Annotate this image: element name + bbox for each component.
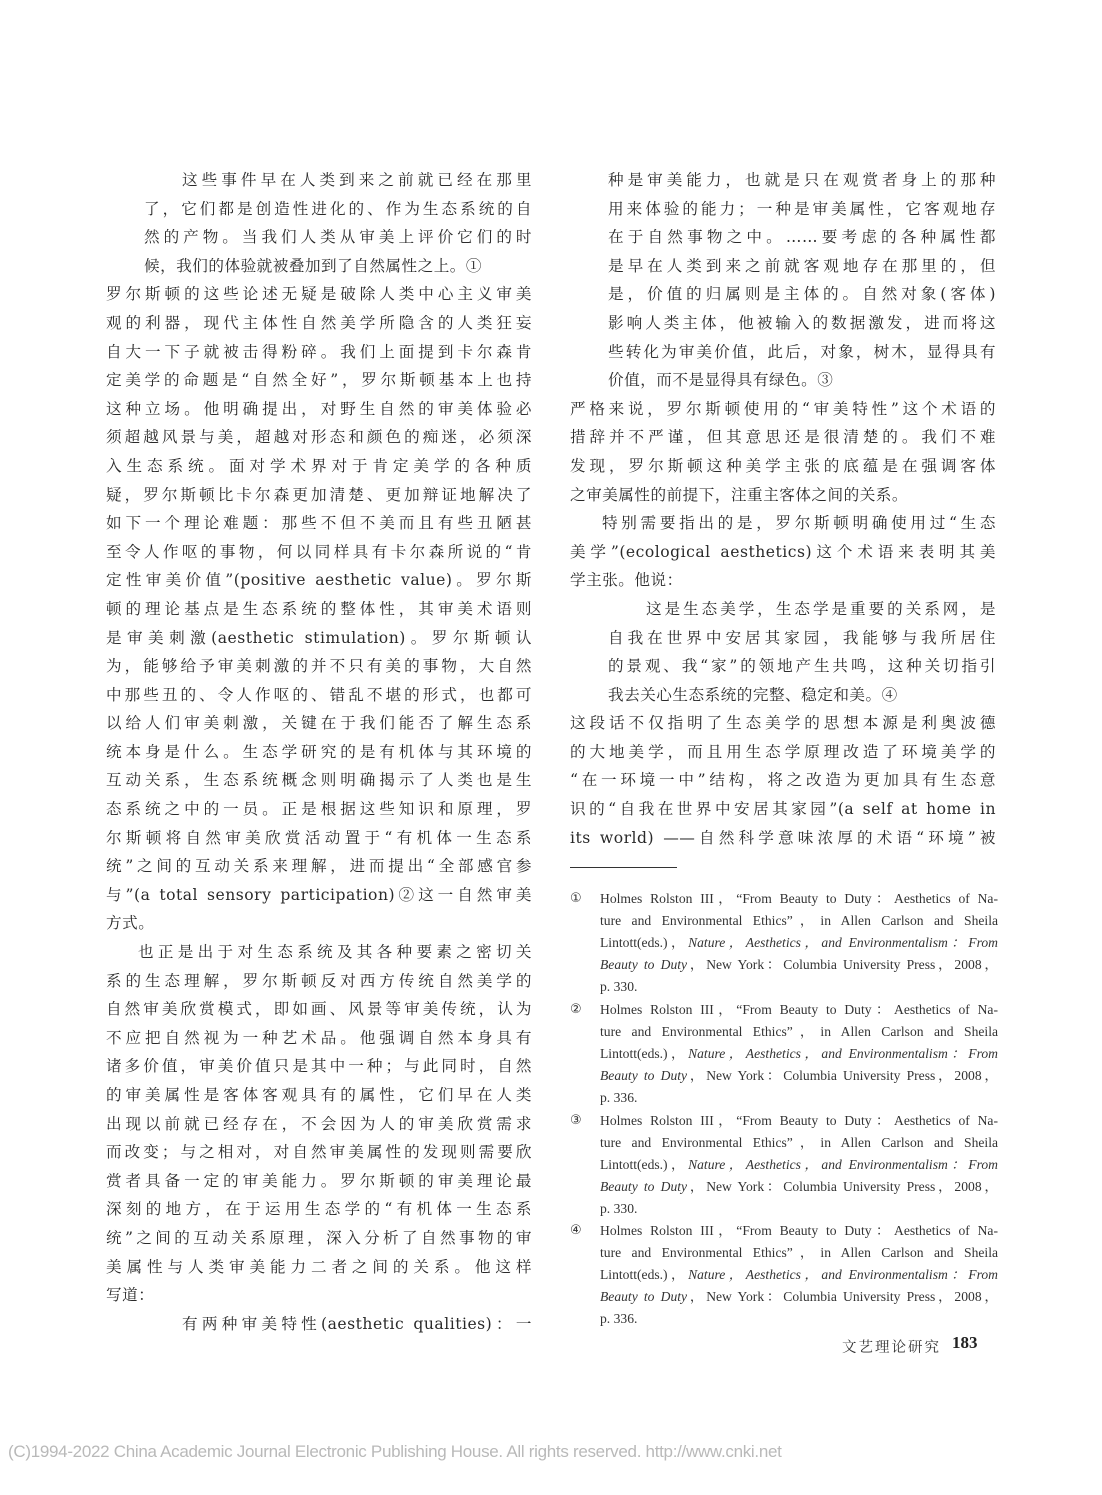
footnote-line: p. 336. <box>600 1311 638 1326</box>
text-line: 价值，而不是显得具有绿色。③ <box>608 371 834 390</box>
footnote-editors: Lintott(eds.)， <box>600 935 689 950</box>
footnote-line: Holmes Rolston III，“From Beauty to Duty：Aesthetics of Na- <box>600 891 998 906</box>
text-line: 方式。 <box>106 914 155 933</box>
text-line: 这些事件早在人类到来之前就已经在那里 <box>182 171 532 189</box>
text-line: 美属性与人类审美能力二者之间的关系。他这样 <box>106 1257 532 1276</box>
text-line: 统”之间的互动关系来理解，进而提出“全部感官参 <box>106 857 532 876</box>
text-line: 是审美刺激(aesthetic stimulation)。罗尔斯顿认 <box>106 628 532 647</box>
footnote-line: Holmes Rolston III，“From Beauty to Duty：Aesthetics of Na- <box>600 1113 998 1128</box>
block-quote-1 <box>106 166 532 280</box>
text-line: 学主张。他说： <box>570 571 683 590</box>
text-line: 特别需要指出的是，罗尔斯顿明确使用过“生态 <box>602 514 996 533</box>
paragraph <box>570 395 996 509</box>
text-line: 定美学的命题是“自然全好”，罗尔斯顿基本上也持 <box>106 371 532 390</box>
text-line: 以给人们审美刺激，关键在于我们能否了解生态系 <box>106 714 532 733</box>
footnote-line: p. 330. <box>600 1201 638 1216</box>
text-line: 系的生态理解，罗尔斯顿反对西方传统自然美学的 <box>106 971 532 990</box>
footnote-line: ture and Environmental Ethics”，in Allen Carlson and Sheila <box>600 1024 998 1039</box>
text-line: 自然审美欣赏模式，即如画、风景等审美传统，认为 <box>106 1000 532 1019</box>
paragraph <box>570 509 996 595</box>
text-line: 然的产物。当我们人类从审美上评价它们的时 <box>144 228 532 247</box>
footnote-book-title: Beauty to Duty <box>600 1068 688 1083</box>
footnote-book-title: Beauty to Duty <box>600 957 688 972</box>
text-line: 统本身是什么。生态学研究的是有机体与其环境的 <box>106 742 532 761</box>
text-line: 统”之间的互动关系原理，深入分析了自然事物的审 <box>106 1228 532 1247</box>
footnote-book-title: Nature，Aesthetics，and Environmentalism：From <box>688 1267 998 1282</box>
text-line: 不应把自然视为一种艺术品。他强调自然本身具有 <box>106 1028 532 1047</box>
footnote-divider <box>570 867 677 868</box>
text-line: 的景观、我“家”的领地产生共鸣，这种关切指引 <box>608 657 996 676</box>
page-number: 183 <box>952 1333 978 1352</box>
text-line: its world) ——自然科学意味浓厚的术语“环境”被 <box>570 828 996 847</box>
text-line: 自我在世界中安居其家园，我能够与我所居住 <box>608 628 996 647</box>
footnote-publisher: ，New York：Columbia University Press，2008， <box>687 957 998 972</box>
text-line: 是早在人类到来之前就客观地存在那里的，但 <box>608 256 996 275</box>
footnote-line: Holmes Rolston III，“From Beauty to Duty：Aesthetics of Na- <box>600 1002 998 1017</box>
footnote-publisher: ，New York：Columbia University Press，2008， <box>687 1289 998 1304</box>
text-line: 尔斯顿将自然审美欣赏活动置于“有机体一生态系 <box>106 828 532 847</box>
footnote-marker: ③ <box>570 1113 582 1128</box>
text-line: 顿的理论基点是生态系统的整体性，其审美术语则 <box>106 599 532 618</box>
paragraph <box>570 709 996 852</box>
footnote-line: Holmes Rolston III，“From Beauty to Duty：Aesthetics of Na- <box>600 1223 998 1238</box>
footnote-line <box>600 932 998 954</box>
footnote-line <box>600 1065 998 1087</box>
text-line: 入生态系统。面对学术界对于肯定美学的各种质 <box>106 456 532 475</box>
text-line: 罗尔斯顿的这些论述无疑是破除人类中心主义审美 <box>106 285 532 304</box>
footnote-line <box>600 1176 998 1198</box>
text-line: 在于自然事物之中。……要考虑的各种属性都 <box>608 228 996 247</box>
text-line: 这段话不仅指明了生态美学的思想本源是利奥波德 <box>570 714 996 733</box>
text-line: 种是审美能力，也就是只在观赏者身上的那种 <box>608 171 996 189</box>
footnote-line <box>600 954 998 976</box>
footnote-line: ture and Environmental Ethics”，in Allen Carlson and Sheila <box>600 1135 998 1150</box>
text-line: 须超越风景与美，超越对形态和颜色的痴迷，必须深 <box>106 428 532 447</box>
text-line: 疑，罗尔斯顿比卡尔森更加清楚、更加辩证地解决了 <box>106 485 532 504</box>
text-line: 严格来说，罗尔斯顿使用的“审美特性”这个术语的 <box>570 399 996 418</box>
block-quote-2-start <box>106 1310 532 1339</box>
text-line: 之审美属性的前提下，注重主客体之间的关系。 <box>570 485 908 504</box>
text-line: 用来体验的能力；一种是审美属性，它客观地存 <box>608 199 996 218</box>
footnote-editors: Lintott(eds.)， <box>600 1046 689 1061</box>
footnote-line: p. 330. <box>600 979 638 994</box>
text-line: 态系统之中的一员。正是根据这些知识和原理，罗 <box>106 800 532 819</box>
footnote-1 <box>570 888 998 998</box>
text-line: 这种立场。他明确提出，对野生自然的审美体验必 <box>106 399 532 418</box>
footnote-4 <box>570 1220 998 1330</box>
footnote-book-title: Nature，Aesthetics，and Environmentalism：From <box>688 1046 998 1061</box>
text-line: 识的“自我在世界中安居其家园”(a self at home in <box>570 800 996 819</box>
text-line: 赏者具备一定的审美能力。罗尔斯顿的审美理论最 <box>106 1171 532 1190</box>
footnote-line: ture and Environmental Ethics”，in Allen Carlson and Sheila <box>600 1245 998 1260</box>
block-quote-3 <box>570 595 996 709</box>
footnote-editors: Lintott(eds.)， <box>600 1267 689 1282</box>
left-column <box>106 166 532 1338</box>
text-line: 措辞并不严谨，但其意思还是很清楚的。我们不难 <box>570 428 996 447</box>
text-line: 发现，罗尔斯顿这种美学主张的底蕴是在强调客体 <box>570 456 996 475</box>
text-line: 也正是出于对生态系统及其各种要素之密切关 <box>138 943 532 962</box>
text-line: 的审美属性是客体客观具有的属性，它们早在人类 <box>106 1086 532 1104</box>
footnote-publisher: ，New York：Columbia University Press，2008， <box>687 1068 998 1083</box>
text-line: 这是生态美学，生态学是重要的关系网，是 <box>646 599 996 618</box>
footnote-marker: ① <box>570 891 582 906</box>
footnote-book-title: Beauty to Duty <box>600 1179 688 1194</box>
text-line: 而改变；与之相对，对自然审美属性的发现则需要欣 <box>106 1143 532 1162</box>
copyright-notice: (C)1994-2022 China Academic Journal Electronic Publishing House. All rights reserved. http://www.cnki.net <box>8 1442 782 1461</box>
footnote-line: p. 336. <box>600 1090 638 1105</box>
paragraph <box>106 938 532 1310</box>
text-line: 自大一下子就被击得粉碎。我们上面提到卡尔森肯 <box>106 342 532 361</box>
footnote-marker: ④ <box>570 1223 582 1238</box>
text-line: 出现以前就已经存在，不会因为人的审美欣赏需求 <box>106 1114 532 1133</box>
text-line: 了，它们都是创造性进化的、作为生态系统的自 <box>144 199 532 218</box>
text-line: 写道： <box>106 1286 155 1305</box>
block-quote-2-continued <box>570 166 996 395</box>
footnote-line <box>600 1264 998 1286</box>
text-line: 候，我们的体验就被叠加到了自然属性之上。① <box>144 256 482 275</box>
footnote-marker: ② <box>570 1002 582 1017</box>
text-line: 至令人作呕的事物，何以同样具有卡尔森所说的“肯 <box>106 542 532 561</box>
footnote-line <box>600 1043 998 1065</box>
text-line: 互动关系，生态系统概念则明确揭示了人类也是生 <box>106 771 532 790</box>
text-line: 定性审美价值”(positive aesthetic value)。罗尔斯 <box>106 571 532 590</box>
text-line: 与”(a total sensory participation)②这一自然审美 <box>106 885 532 904</box>
footnote-book-title: Nature，Aesthetics，and Environmentalism：From <box>688 1157 998 1172</box>
text-line: 有两种审美特性(aesthetic qualities)：一 <box>182 1314 532 1333</box>
text-line: 的大地美学，而且用生态学原理改造了环境美学的 <box>570 742 996 761</box>
footnote-line: ture and Environmental Ethics”，in Allen Carlson and Sheila <box>600 913 998 928</box>
footnote-line <box>600 1286 998 1308</box>
text-line: 我去关心生态系统的完整、稳定和美。④ <box>608 685 898 704</box>
text-line: 影响人类主体，他被输入的数据激发，进而将这 <box>608 313 996 332</box>
footnote-book-title: Nature，Aesthetics，and Environmentalism：From <box>688 935 998 950</box>
text-line: 如下一个理论难题：那些不但不美而且有些丑陋甚 <box>106 514 532 533</box>
footnote-3 <box>570 1110 998 1220</box>
text-line: 为，能够给予审美刺激的并不只有美的事物，大自然 <box>106 657 532 676</box>
journal-name: 文艺理论研究 <box>842 1340 941 1356</box>
footnote-book-title: Beauty to Duty <box>600 1289 688 1304</box>
footnote-publisher: ，New York：Columbia University Press，2008， <box>687 1179 998 1194</box>
footnote-editors: Lintott(eds.)， <box>600 1157 689 1172</box>
text-line: 诸多价值，审美价值只是其中一种；与此同时，自然 <box>106 1057 532 1076</box>
footnote-line <box>600 1154 998 1176</box>
paragraph <box>106 280 532 938</box>
text-line: 深刻的地方，在于运用生态学的“有机体一生态系 <box>106 1200 532 1219</box>
text-line: 美学”(ecological aesthetics)这个术语来表明其美 <box>570 542 996 561</box>
footnote-2 <box>570 999 998 1109</box>
text-line: “在一环境一中”结构，将之改造为更加具有生态意 <box>570 771 996 790</box>
text-line: 中那些丑的、令人作呕的、错乱不堪的形式，也都可 <box>106 685 532 704</box>
text-line: 观的利器，现代主体性自然美学所隐含的人类狂妄 <box>106 313 532 332</box>
right-column <box>570 166 996 852</box>
text-line: 是，价值的归属则是主体的。自然对象(客体) <box>608 285 996 304</box>
text-line: 些转化为审美价值，此后，对象，树木，显得具有 <box>608 342 996 361</box>
